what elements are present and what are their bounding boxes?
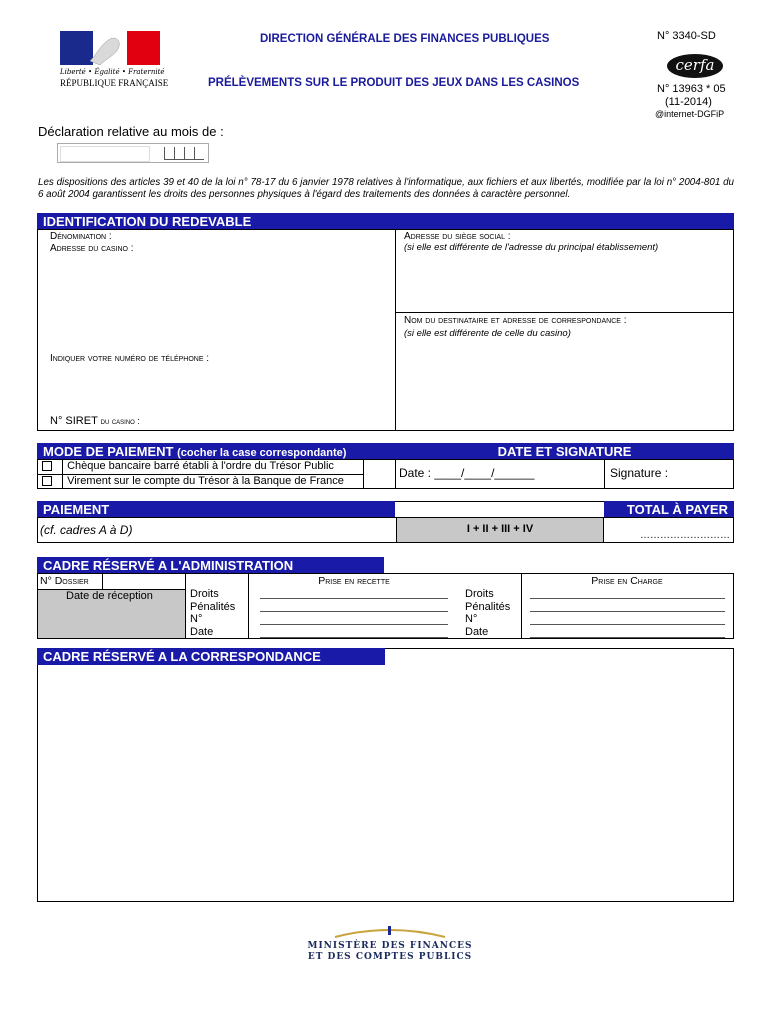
- siret-label: [50, 415, 140, 427]
- republique-logo: [60, 31, 160, 65]
- cerfa-number: N° 13963 * 05: [657, 83, 726, 95]
- mode-paiement-title: MODE DE PAIEMENT: [43, 444, 174, 459]
- siege-note: (si elle est différente de l'adresse du principal établissement): [404, 242, 659, 253]
- recette-row-numero: N°: [190, 613, 203, 625]
- charge-line-1[interactable]: [530, 598, 725, 599]
- charge-row-droits: Droits: [465, 588, 494, 600]
- recette-row-penalites: Pénalités: [190, 600, 236, 613]
- siege-divider: [395, 312, 734, 313]
- direction-title: DIRECTION GÉNÉRALE DES FINANCES PUBLIQUES: [260, 33, 550, 45]
- year-boxes[interactable]: [164, 147, 204, 160]
- reception-label: Date de réception: [66, 590, 153, 602]
- checkbox-cheque[interactable]: [42, 461, 52, 471]
- destinataire-label: Nom du destinataire et adresse de correspondance :: [404, 315, 627, 326]
- paiement-note: (cf. cadres A à D): [40, 523, 133, 537]
- correspondance-header: CADRE RÉSERVÉ A LA CORRESPONDANCE: [37, 648, 385, 665]
- cerfa-date: (11-2014): [665, 96, 712, 108]
- cerfa-logo-text: cerfa: [675, 56, 715, 74]
- form-number: N° 3340-SD: [657, 30, 716, 42]
- recette-row-droits: Droits: [190, 588, 219, 600]
- recette-line-1[interactable]: [260, 598, 448, 599]
- ministry-arc-icon: [330, 925, 450, 939]
- denomination-label: Dénomination :: [50, 231, 112, 242]
- ministry-logo: [330, 925, 450, 939]
- month-input[interactable]: [60, 146, 150, 162]
- telephone-label: Indiquer votre numéro de téléphone :: [50, 353, 210, 364]
- payment-options-vline-right: [363, 459, 364, 489]
- signature-divider: [604, 459, 605, 489]
- identification-header: IDENTIFICATION DU REDEVABLE: [37, 213, 734, 230]
- mode-paiement-header: [37, 443, 396, 460]
- total-header: TOTAL À PAYER: [604, 501, 734, 518]
- ministry-line-2: ET DES COMPTES PUBLICS: [307, 952, 473, 962]
- adresse-casino-label: Adresse du casino :: [50, 243, 134, 254]
- dossier-label: N° Dossier: [40, 575, 89, 587]
- charge-line-3[interactable]: [530, 624, 725, 625]
- option-cheque-label: Chèque bancaire barré établi à l'ordre du Trésor Public: [67, 460, 334, 472]
- signature-date-label[interactable]: Date : ____/____/______: [399, 466, 535, 480]
- total-field[interactable]: ………………………: [640, 530, 730, 541]
- prise-charge-title: Prise en Charge: [591, 575, 663, 587]
- form-title: PRÉLÈVEMENTS SUR LE PRODUIT DES JEUX DANS LES CASINOS: [208, 77, 580, 89]
- dossier-input[interactable]: [103, 574, 186, 589]
- recette-line-4[interactable]: [260, 637, 448, 638]
- identification-left-box: [37, 229, 396, 431]
- charge-line-2[interactable]: [530, 611, 725, 612]
- paiement-formula: I + II + III + IV: [466, 523, 534, 535]
- option-virement-label: Virement sur le compte du Trésor à la Banque de France: [67, 475, 344, 487]
- declaration-month-field[interactable]: [57, 143, 209, 163]
- option-cheque[interactable]: [40, 460, 334, 472]
- prise-recette-title: Prise en recette: [318, 575, 390, 587]
- paiement-header: PAIEMENT: [37, 501, 396, 518]
- charge-row-numero: N°: [465, 613, 478, 625]
- signature-label[interactable]: Signature :: [610, 466, 669, 480]
- ministry-line-1: MINISTÈRE DES FINANCES: [307, 941, 473, 951]
- charge-row-penalites: Pénalités: [465, 600, 511, 613]
- republique-name: RÉPUBLIQUE FRANÇAISE: [60, 78, 169, 88]
- option-virement[interactable]: [40, 475, 344, 487]
- checkbox-virement[interactable]: [42, 476, 52, 486]
- administration-header: CADRE RÉSERVÉ A L'ADMINISTRATION: [37, 557, 384, 574]
- correspondance-box[interactable]: [37, 648, 734, 902]
- cerfa-logo: [667, 54, 723, 78]
- recette-row-date: Date: [190, 625, 214, 638]
- source-label: @internet-DGFiP: [655, 109, 725, 119]
- declaration-label: Déclaration relative au mois de :: [38, 124, 224, 139]
- recette-rows: [190, 588, 235, 638]
- signature-header: DATE ET SIGNATURE: [395, 443, 734, 460]
- charge-row-date: Date: [465, 625, 489, 638]
- republique-motto: Liberté • Égalité • Fraternité: [60, 68, 165, 76]
- marianne-icon: [60, 31, 160, 65]
- recette-line-2[interactable]: [260, 611, 448, 612]
- paiement-header-right: [395, 501, 604, 518]
- charge-line-4[interactable]: [530, 637, 725, 638]
- mode-paiement-note: (cocher la case correspondante): [177, 447, 347, 459]
- siret-suffix: du casino :: [100, 416, 140, 426]
- siege-label: Adresse du siège social :: [404, 231, 511, 242]
- recette-line-3[interactable]: [260, 624, 448, 625]
- legal-notice: Les dispositions des articles 39 et 40 de la loi n° 78-17 du 6 janvier 1978 relatives à l'informatique, aux fichiers et aux libertés, modifiée par la loi n° 2004-801 du 6 août 2004 garantissent les droits des personnes physiques à l'égard des traitements des données à caractère personnel.: [38, 177, 734, 200]
- charge-rows: [465, 588, 510, 638]
- siret-prefix: N° SIRET: [50, 415, 98, 427]
- destinataire-note: (si elle est différente de celle du casino): [404, 328, 571, 339]
